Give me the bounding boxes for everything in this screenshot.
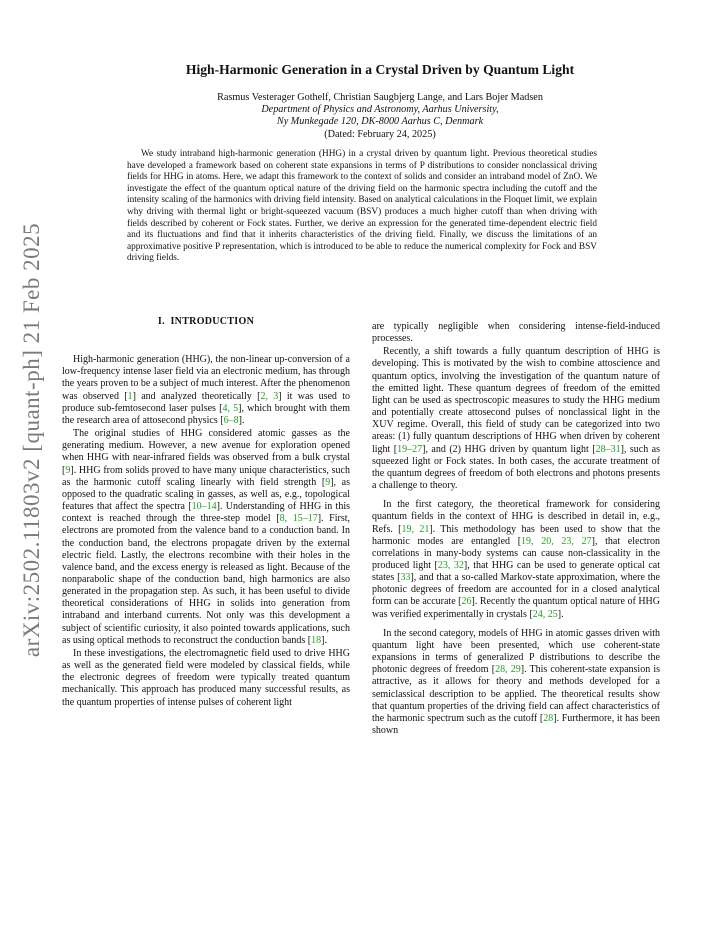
citation-link[interactable]: 8, 15–17 (279, 513, 318, 525)
citation-link[interactable]: 1 (127, 390, 133, 402)
citation-link[interactable]: 10–14 (191, 501, 217, 513)
citation-link[interactable]: 28–31 (595, 443, 621, 455)
paragraph: The original studies of HHG considered atomic gasses as the generating medium. However, a new avenue for exploration opened when HHG with near-infrared fields was observed from a bulk crystal [9]. HHG from solids proved to have many unique characteristics, such as the harmonic cutoff scaling linearly with field strength [9], as opposed to the quadratic scaling in gasses, as well as, e.g., topological features that affect the spectra [10–14]. Understanding of HHG in this context is reached through the three-step model [8, 15–17]. First, electrons are promoted from the valence band to a conduction band. In the conduction band, the electrons propagate driven by the external electric field. Lastly, the electrons recombine with their holes in the valence band, and the excess energy is released as light. Because of the nonparabolic shape of the conduction band, high harmonics are also generated in the propagation step. As such, it has been useful to divide theoretical considerations of HHG in solids into generation from intraband and interband currents. Not only was this development a subject of scientific curiosity, it also pointed towards applications, such as using optical methods to reconstruct the conduction bands [18]. (62, 428, 351, 646)
citation-link[interactable]: 4, 5 (222, 402, 239, 414)
affiliation-line-2: Ny Munkegade 120, DK-8000 Aarhus C, Denmark (276, 116, 484, 127)
citation-link[interactable]: 18 (311, 634, 322, 646)
citation-link[interactable]: 6–8 (223, 414, 239, 426)
citation-link[interactable]: 33 (400, 572, 411, 584)
author-list: Rasmus Vesterager Gothelf, Christian Saugbjerg Lange, and Lars Bojer Madsen (217, 92, 543, 103)
paragraph: In these investigations, the electromagnetic field used to drive HHG as well as the generated field were modeled by classical fields, while the electronic degrees of freedom were typically treated quantum mechanically. This approach has produced many successful results, as the quantum properties of intense pulses of coherent light (62, 647, 350, 708)
citation-link[interactable]: 26 (461, 596, 472, 608)
abstract: We study intraband high-harmonic generation (HHG) in a crystal driven by quantum light. Previous theoretical studies have developed a framework based on coherent state expansions in terms of P distributions to consider nonclassical driving fields for HHG in atoms. Here, we adapt this framework to the context of solids and consider an intraband model of ZnO. We investigate the effect of the quantum optical nature of the driving field on the harmonic spectra including the cutoff and the intensity scaling of the harmonics with driving field intensity. Based on analytical calculations in the Floquet limit, we explain why driving with thermal light or bright-squeezed vacuum (BSV) produces a much higher cutoff than when driving with fields described by coherent or Fock states. Further, we derive an expression for the generated time-dependent electric field and its fluctuations and find that it inherits characteristics of the driving field. Finally, we discuss the limitations of an approximative positive P representation, which is introduced to be able to reduce the numerical complexity for Fock and BSV driving fields. (127, 149, 597, 264)
affiliation-line-1: Department of Physics and Astronomy, Aarhus University, (261, 104, 499, 115)
section-heading (62, 316, 350, 328)
paragraph: Recently, a shift towards a fully quantum description of HHG is developing. This is motivated by the wish to combine attoscience and quantum optics, involving the investigation of the quantum nature of the emitted light. These quantum degrees of freedom of the emitted light can be used as spectroscopic measures to study the HHG medium and potentially create attosecond pulses of nonclassical light in the XUV regime. Overall, this field of study can be categorized into two areas: (1) fully quantum descriptions of HHG when driven by coherent light [19–27], and (2) HHG driven by quantum light [28–31], such as squeezed light or Fock states. In both cases, the accurate treatment of the quantum degrees of freedom of both electrons and photons presents a challenge to theory. (372, 346, 661, 492)
paragraph: In the first category, the theoretical framework for considering quantum fields in the context of HHG is described in detail in, e.g., Refs. [19, 21]. This methodology has been used to show that the harmonic modes are entangled [19, 20, 23, 27], that electron correlations in many-body systems can cause non-classicality in the produced light [23, 32], that HHG can be used to generate optical cat states [33], and that a so-called Markov-state approximation, where the photonic degrees of freedom are accounted for in a closed analytical form can be accurate [26]. Recently the quantum optical nature of HHG was verified experimentally in crystals [24, 25]. (372, 499, 661, 620)
paragraph: are typically negligible when considering intense-field-induced processes. (372, 321, 660, 345)
dated-line: (Dated: February 24, 2025) (324, 129, 436, 140)
paragraph: High-harmonic generation (HHG), the non-linear up-conversion of a low-frequency intense laser field via an electronic medium, has through the years proven to be a subject of much interest. After the phenomenon was observed [1] and analyzed theoretically [2, 3] it was used to produce sub-femtosecond laser pulses [4, 5], which brought with them the research area of attosecond physics [6–8]. (62, 354, 351, 426)
citation-link[interactable]: 23, 32 (437, 559, 464, 571)
arxiv-side-identifier: arXiv:2502.11803v2 [quant-ph] 21 Feb 2025 (19, 222, 44, 658)
citation-link[interactable]: 28 (543, 712, 554, 724)
section-title: INTRODUCTION (170, 316, 255, 327)
left-column (62, 316, 350, 709)
citation-link[interactable]: 9 (65, 464, 71, 476)
paragraph: In the second category, models of HHG in atomic gasses driven with quantum light have been presented, which use coherent-state expansions in terms of generalized P distributions to describe the photonic degrees of freedom [28, 29]. This coherent-state expansion is attractive, as it allows for theory and methods developed for a semiclassical description to be applied. The theoretical results show that quantum properties of the driving field can affect characteristics of the harmonic spectrum such as the cutoff [28]. Furthermore, it has been shown (372, 627, 660, 736)
right-column (372, 321, 660, 737)
affiliation (100, 104, 660, 128)
citation-link[interactable]: 19, 20, 23, 27 (521, 535, 592, 547)
section-number: I. (157, 316, 165, 327)
citation-link[interactable]: 28, 29 (495, 664, 521, 676)
citation-link[interactable]: 19, 21 (401, 523, 430, 535)
paper-title: High-Harmonic Generation in a Crystal Driven by Quantum Light (185, 62, 575, 77)
citation-link[interactable]: 9 (325, 476, 331, 488)
citation-link[interactable]: 24, 25 (532, 608, 558, 620)
citation-link[interactable]: 2, 3 (260, 390, 279, 402)
citation-link[interactable]: 19–27 (397, 443, 423, 455)
